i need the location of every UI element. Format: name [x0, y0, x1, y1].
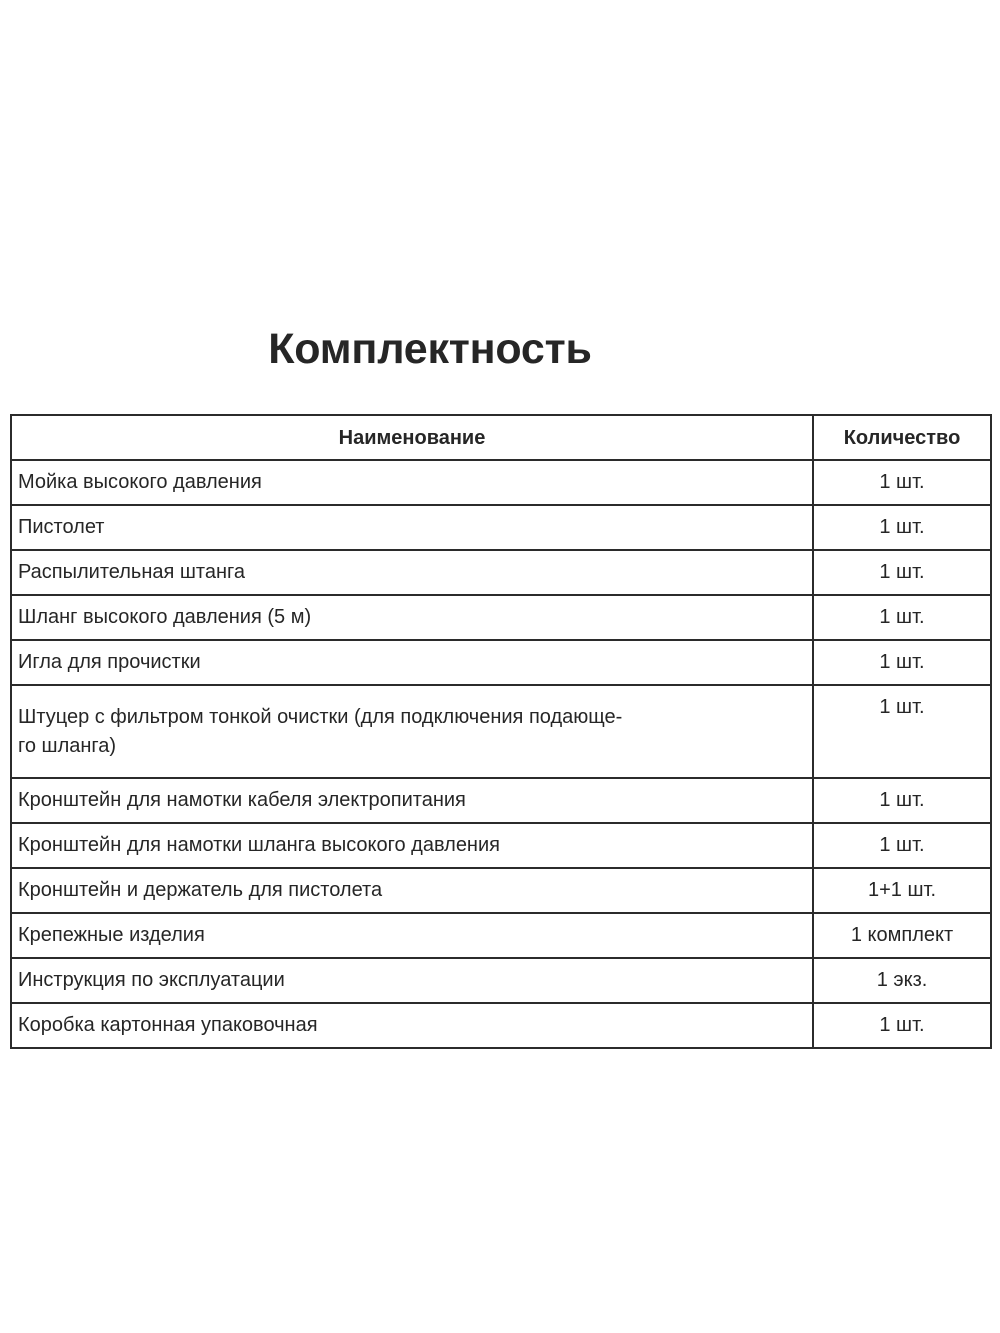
completeness-table: [10, 414, 992, 1049]
cell-item-name: [11, 685, 813, 778]
table-row: [11, 550, 991, 595]
cell-item-quantity: 1+1 шт.: [813, 868, 991, 913]
cell-item-name: Крепежные изделия: [11, 913, 813, 958]
table-row: [11, 958, 991, 1003]
cell-item-quantity: 1 шт.: [813, 1003, 991, 1048]
table-row: [11, 823, 991, 868]
cell-item-name: Пистолет: [11, 505, 813, 550]
cell-item-name: Игла для прочистки: [11, 640, 813, 685]
table-row: [11, 913, 991, 958]
cell-item-name: Коробка картонная упаковочная: [11, 1003, 813, 1048]
cell-item-name: Инструкция по эксплуатации: [11, 958, 813, 1003]
table-row: [11, 778, 991, 823]
cell-item-quantity: 1 шт.: [813, 550, 991, 595]
cell-item-quantity: 1 комплект: [813, 913, 991, 958]
table-row: [11, 460, 991, 505]
cell-item-name-line-1: Штуцер с фильтром тонкой очистки (для подключения подающе-: [18, 705, 623, 728]
cell-item-quantity: 1 шт.: [813, 460, 991, 505]
cell-item-name: Кронштейн и держатель для пистолета: [11, 868, 813, 913]
table-row: [11, 595, 991, 640]
table-row: [11, 505, 991, 550]
page-title: Комплектность: [268, 324, 592, 373]
table-header: [11, 415, 991, 460]
cell-item-name: Кронштейн для намотки кабеля электропитания: [11, 778, 813, 823]
cell-item-name: Шланг высокого давления (5 м): [11, 595, 813, 640]
cell-item-name-line-2: го шланга): [18, 734, 117, 757]
cell-item-quantity: 1 экз.: [813, 958, 991, 1003]
table-row: [11, 685, 991, 778]
table-row: [11, 640, 991, 685]
cell-item-name: Кронштейн для намотки шланга высокого давления: [11, 823, 813, 868]
column-header-name: Наименование: [11, 415, 813, 460]
cell-item-quantity: 1 шт.: [813, 823, 991, 868]
cell-item-name: Мойка высокого давления: [11, 460, 813, 505]
column-header-quantity: Количество: [813, 415, 991, 460]
table-row: [11, 1003, 991, 1048]
cell-item-name: Распылительная штанга: [11, 550, 813, 595]
table-header-row: [11, 415, 991, 460]
table-body: [11, 460, 991, 1048]
cell-item-quantity: 1 шт.: [813, 505, 991, 550]
table-row: [11, 868, 991, 913]
cell-item-quantity: 1 шт.: [813, 685, 991, 778]
cell-item-quantity: 1 шт.: [813, 778, 991, 823]
cell-item-quantity: 1 шт.: [813, 595, 991, 640]
cell-item-quantity: 1 шт.: [813, 640, 991, 685]
